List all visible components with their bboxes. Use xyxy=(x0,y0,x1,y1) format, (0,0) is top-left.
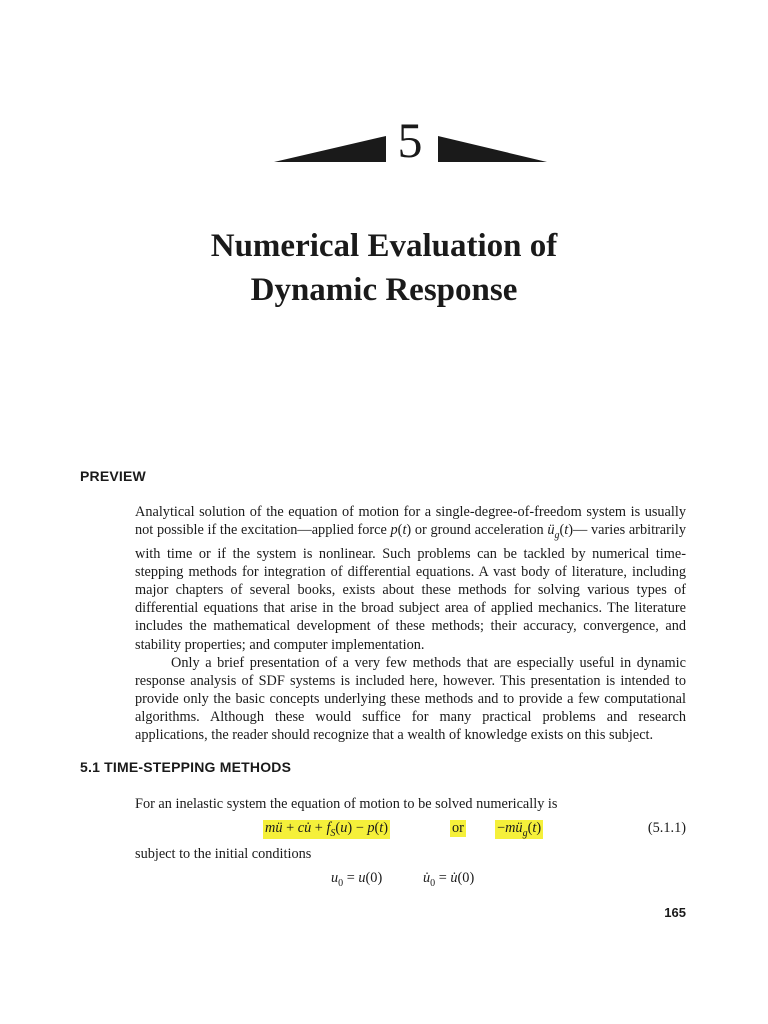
preview-heading: PREVIEW xyxy=(80,468,146,484)
chapter-number: 5 xyxy=(397,112,423,168)
preview-paragraph-2: Only a brief presentation of a very few methods that are especially useful in dynamic response analysis of SDF systems is included here, however. This presentation is intended to provide only the basic concepts underlying these methods and to provide a few computational algorithms. Although these would suffice for many practical problems and research applications, the reader should recognize that a wealth of knowledge exists on this subject. xyxy=(135,654,686,743)
chapter-number-ornament xyxy=(270,112,550,168)
initial-conditions-equation xyxy=(135,870,686,890)
initial-conditions-intro: subject to the initial conditions xyxy=(135,846,312,862)
preview-body xyxy=(135,503,686,744)
section-5-1-intro: For an inelastic system the equation of motion to be solved numerically is xyxy=(135,796,558,812)
equation-lhs: mü + cu̇ + $f_S(u) - p(t)$ xyxy=(265,820,389,839)
initial-velocity: $u̇_0$ = u̇(0) xyxy=(423,870,475,889)
initial-displacement: $u_0 = u(0)$ xyxy=(331,870,383,889)
force-symbol: p xyxy=(390,522,398,539)
chapter-title xyxy=(0,224,768,312)
ground-accel-symbol: $ü_g$ xyxy=(547,522,560,541)
chapter-title-line-2: Dynamic Response xyxy=(250,272,518,308)
preview-paragraph-1: Analytical solution of the equation of motion for a single-degree-of-freedom system is usually not possible if the excitation—applied force p(t) or ground acceleration $ü_g(t)—$ varies arbitrarily with time or if the system is nonlinear. Such problems can be tackled by numerical time-stepping methods for integration of differential equations. A vast body of literature, including major chapters of several books, exists about these methods for solving various types of differential equations that arise in the broad subject area of applied mechanics. The literature includes the mathematical development of these methods; their accuracy, convergence, and stability properties; and computer implementation. xyxy=(135,504,686,653)
equation-number: (5.1.1) xyxy=(647,820,686,836)
page-number: 165 xyxy=(664,905,686,920)
equation-5-1-1 xyxy=(135,820,686,840)
chapter-title-line-1: Numerical Evaluation of xyxy=(210,228,558,264)
equation-rhs: $-mü_g(t)$ xyxy=(497,820,542,839)
section-5-1-heading: 5.1 TIME-STEPPING METHODS xyxy=(80,759,292,775)
equation-or: or xyxy=(452,820,464,836)
